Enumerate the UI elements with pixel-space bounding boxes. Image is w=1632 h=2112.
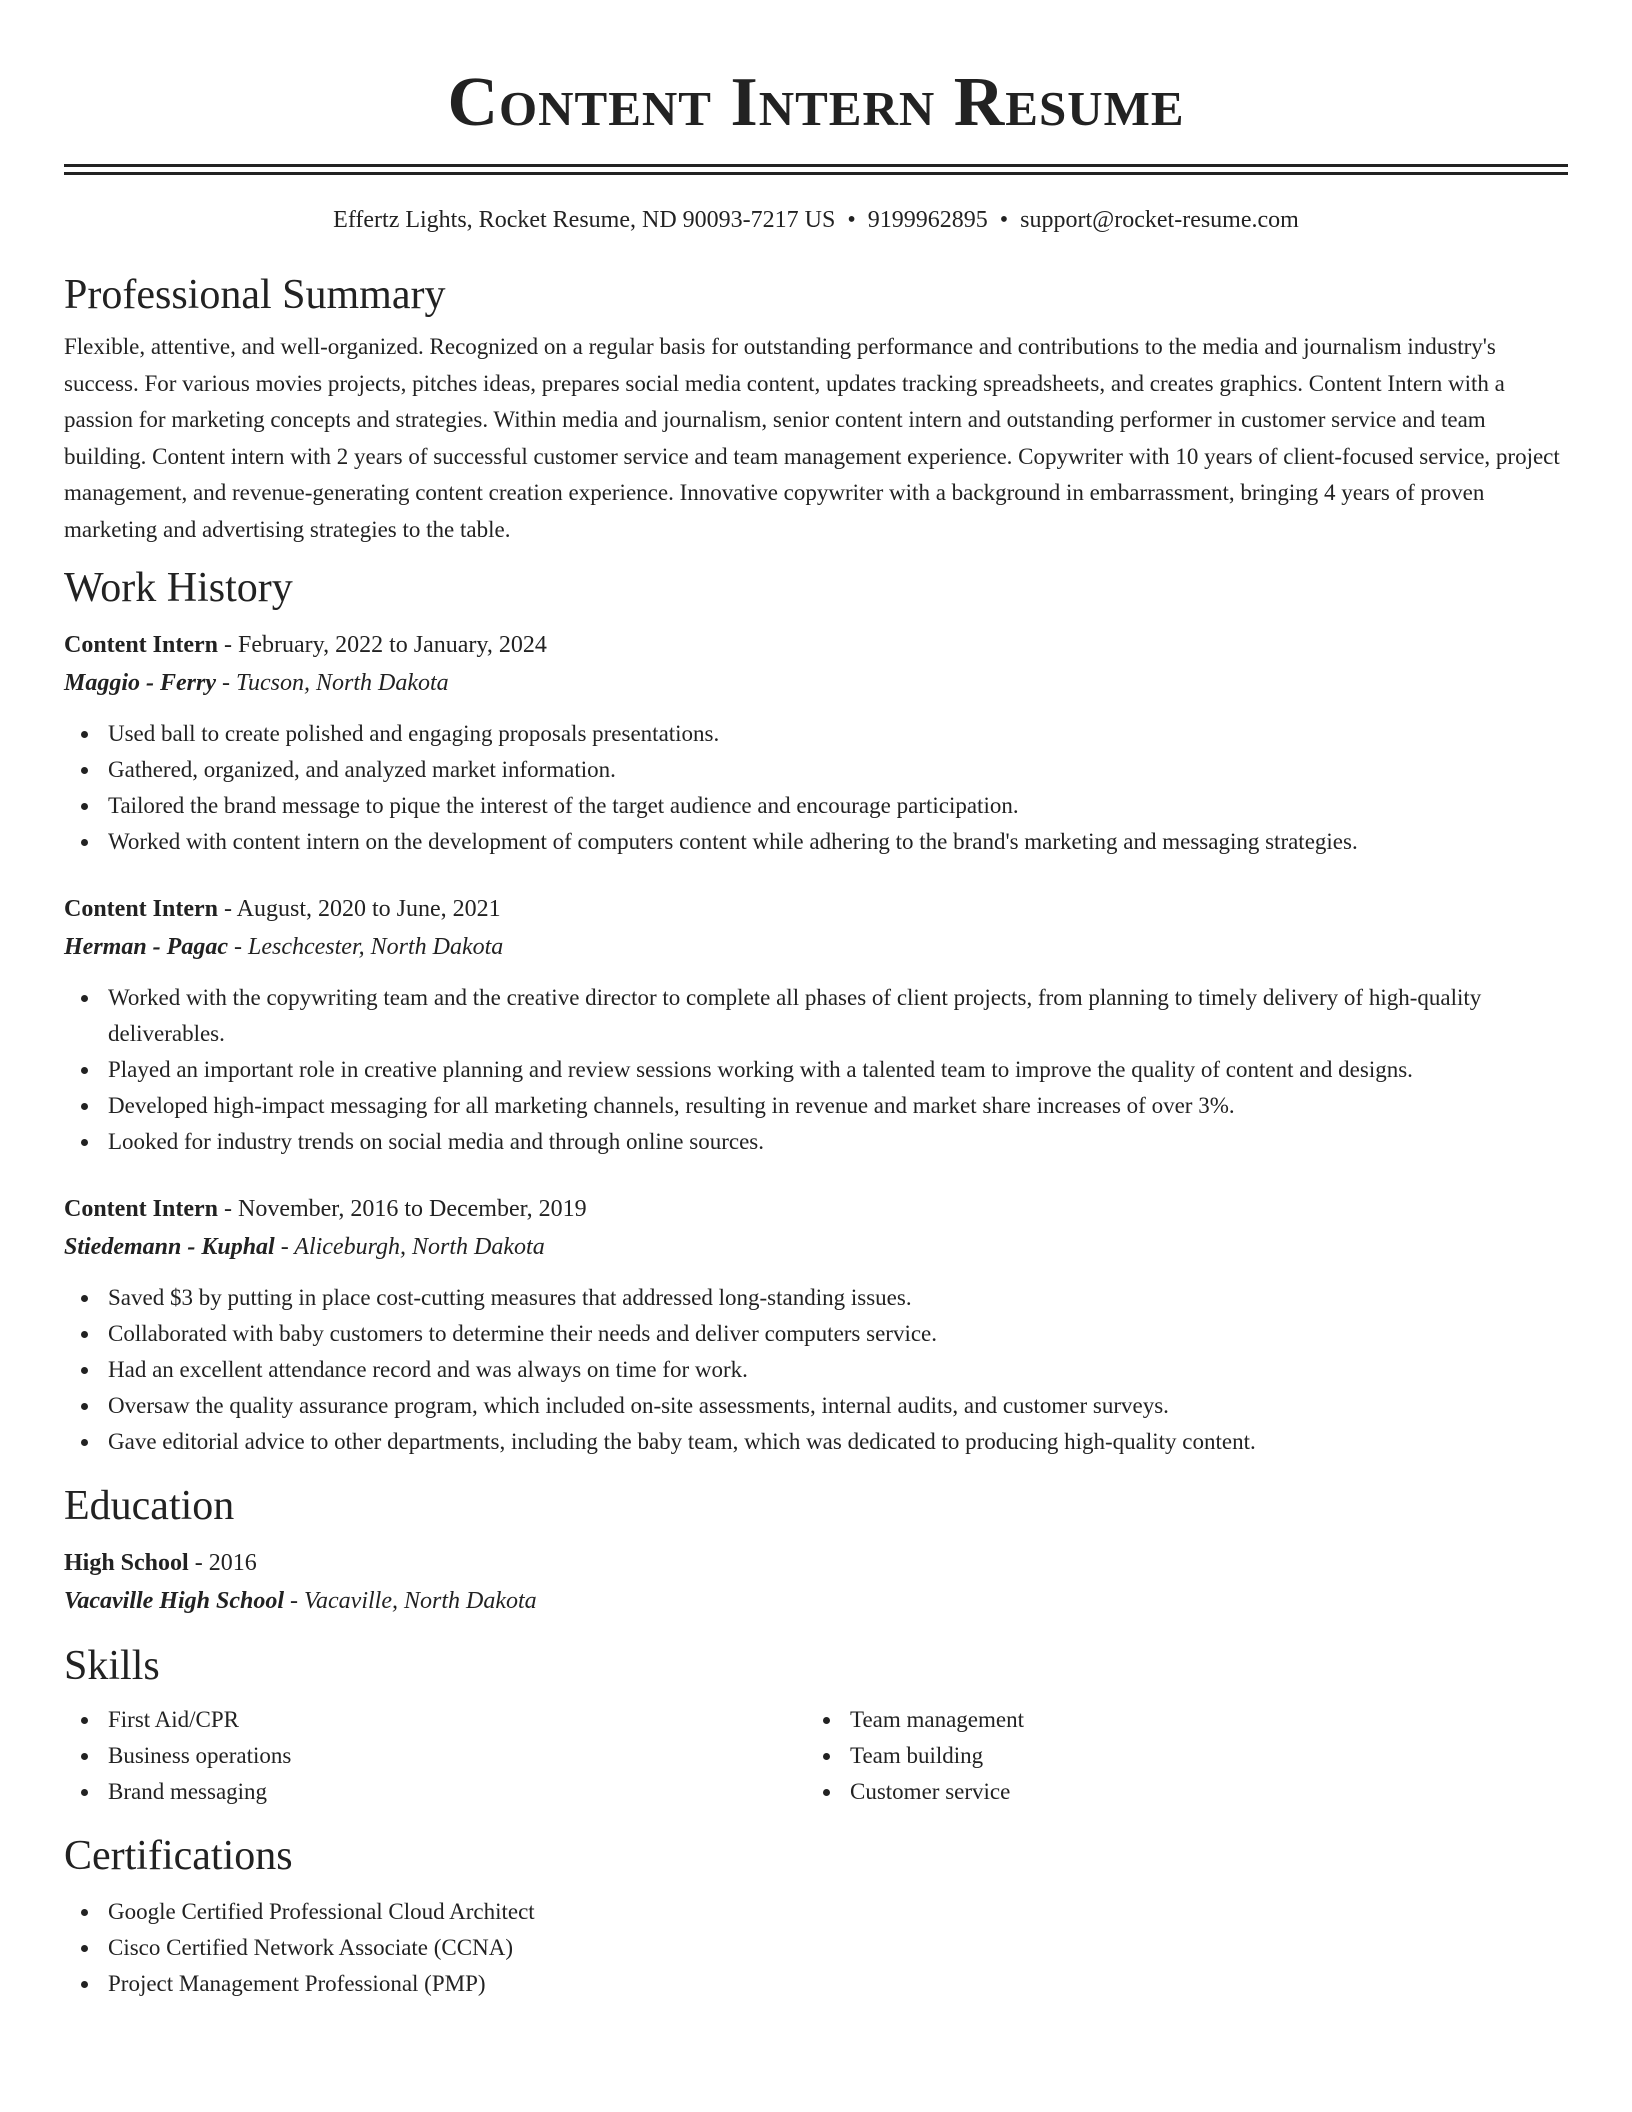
job-bullet: Gathered, organized, and analyzed market information. <box>64 752 1568 788</box>
job-bullet-list <box>64 716 1568 860</box>
certification-item: Google Certified Professional Cloud Architect <box>64 1894 1568 1930</box>
job-entry <box>64 1190 1568 1460</box>
job-entry <box>64 626 1568 860</box>
education-location: Vacaville, North Dakota <box>304 1588 537 1614</box>
education-school-line: Vacaville High School - Vacaville, North Dakota <box>64 1588 537 1614</box>
job-company-line: Herman - Pagac - Leschcester, North Dakota <box>64 934 504 960</box>
section-heading-certifications: Certifications <box>64 1833 293 1879</box>
job-bullet: Gave editorial advice to other departments, including the baby team, which was dedicated to producing high-quality content. <box>64 1424 1568 1460</box>
education-year: 2016 <box>208 1550 257 1576</box>
job-dates: August, 2020 to June, 2021 <box>236 896 501 922</box>
job-bullet: Worked with the copywriting team and the creative director to complete all phases of client projects, from planning to timely delivery of high-quality deliverables. <box>64 980 1568 1052</box>
skill-item: First Aid/CPR <box>64 1702 806 1738</box>
contact-line <box>64 204 1568 236</box>
education-header: High School - 2016 <box>64 1550 257 1576</box>
skill-item: Team management <box>806 1702 1548 1738</box>
job-bullet: Had an excellent attendance record and was always on time for work. <box>64 1352 1568 1388</box>
skill-item: Customer service <box>806 1774 1548 1810</box>
resume-title: Content Intern Resume <box>447 64 1185 141</box>
contact-address: Effertz Lights, Rocket Resume, ND 90093-7217 US <box>333 207 836 233</box>
job-title: Content Intern <box>64 896 218 922</box>
job-company: Stiedemann - Kuphal <box>64 1234 275 1260</box>
job-entry <box>64 890 1568 1160</box>
job-header: Content Intern - August, 2020 to June, 2021 <box>64 896 501 922</box>
job-location: Leschcester, North Dakota <box>247 934 504 960</box>
contact-email: support@rocket-resume.com <box>1020 207 1299 233</box>
certification-item: Project Management Professional (PMP) <box>64 1966 1568 2002</box>
job-bullet-list <box>64 1280 1568 1460</box>
job-bullet: Collaborated with baby customers to determine their needs and deliver computers service. <box>64 1316 1568 1352</box>
certification-item: Cisco Certified Network Associate (CCNA) <box>64 1930 1568 1966</box>
job-bullet: Worked with content intern on the development of computers content while adhering to the brand's marketing and messaging strategies. <box>64 824 1568 860</box>
job-bullet: Looked for industry trends on social media and through online sources. <box>64 1124 1568 1160</box>
education-school: Vacaville High School <box>64 1588 285 1614</box>
skills-list-right <box>806 1702 1548 1810</box>
job-company: Maggio - Ferry <box>64 670 216 696</box>
job-title: Content Intern <box>64 632 218 658</box>
job-bullet: Tailored the brand message to pique the interest of the target audience and encourage participation. <box>64 788 1568 824</box>
job-bullet-list <box>64 980 1568 1160</box>
section-heading-summary: Professional Summary <box>64 272 446 318</box>
job-location: Tucson, North Dakota <box>236 670 449 696</box>
job-company: Herman - Pagac <box>64 934 228 960</box>
contact-separator: • <box>847 207 856 233</box>
job-bullet: Developed high-impact messaging for all marketing channels, resulting in revenue and market share increases of over 3%. <box>64 1088 1568 1124</box>
job-bullet: Oversaw the quality assurance program, which included on-site assessments, internal audits, and customer surveys. <box>64 1388 1568 1424</box>
job-dates: November, 2016 to December, 2019 <box>238 1196 587 1222</box>
job-dates: February, 2022 to January, 2024 <box>238 632 547 658</box>
job-title: Content Intern <box>64 1196 218 1222</box>
job-company-line: Stiedemann - Kuphal - Aliceburgh, North Dakota <box>64 1234 545 1260</box>
skill-item: Team building <box>806 1738 1548 1774</box>
education-degree: High School <box>64 1550 189 1576</box>
title-double-rule <box>64 164 1568 175</box>
job-location: Aliceburgh, North Dakota <box>294 1234 545 1260</box>
summary-text: Flexible, attentive, and well-organized. Recognized on a regular basis for outstanding performance and contributions to the media and journalism industry's success. For various movies projects, pitches ideas, prepares social media content, updates tracking spreadsheets, and creates graphics. Content Intern with a passion for marketing concepts and strategies. Within media and journalism, senior content intern and outstanding performer in customer service and team building. Content intern with 2 years of successful customer service and team management experience. Copywriter with 10 years of client-focused service, project management, and revenue-generating content creation experience. Innovative copywriter with a background in embarrassment, bringing 4 years of proven marketing and advertising strategies to the table. <box>64 334 1560 542</box>
certifications-list <box>64 1894 1568 2002</box>
job-bullet: Played an important role in creative planning and review sessions working with a talented team to improve the quality of content and designs. <box>64 1052 1568 1088</box>
section-heading-skills: Skills <box>64 1643 160 1689</box>
job-header: Content Intern - February, 2022 to January, 2024 <box>64 632 547 658</box>
section-heading-education: Education <box>64 1483 235 1529</box>
education-entry <box>64 1544 1568 1620</box>
skill-item: Brand messaging <box>64 1774 806 1810</box>
skills-grid <box>64 1702 1568 1810</box>
skill-item: Business operations <box>64 1738 806 1774</box>
job-bullet: Used ball to create polished and engaging proposals presentations. <box>64 716 1568 752</box>
contact-phone: 9199962895 <box>867 207 988 233</box>
job-header: Content Intern - November, 2016 to December, 2019 <box>64 1196 587 1222</box>
job-bullet: Saved $3 by putting in place cost-cutting measures that addressed long-standing issues. <box>64 1280 1568 1316</box>
section-heading-work-history: Work History <box>64 565 293 611</box>
skills-list-left <box>64 1702 806 1810</box>
contact-separator: • <box>999 207 1009 233</box>
job-company-line: Maggio - Ferry - Tucson, North Dakota <box>64 670 449 696</box>
